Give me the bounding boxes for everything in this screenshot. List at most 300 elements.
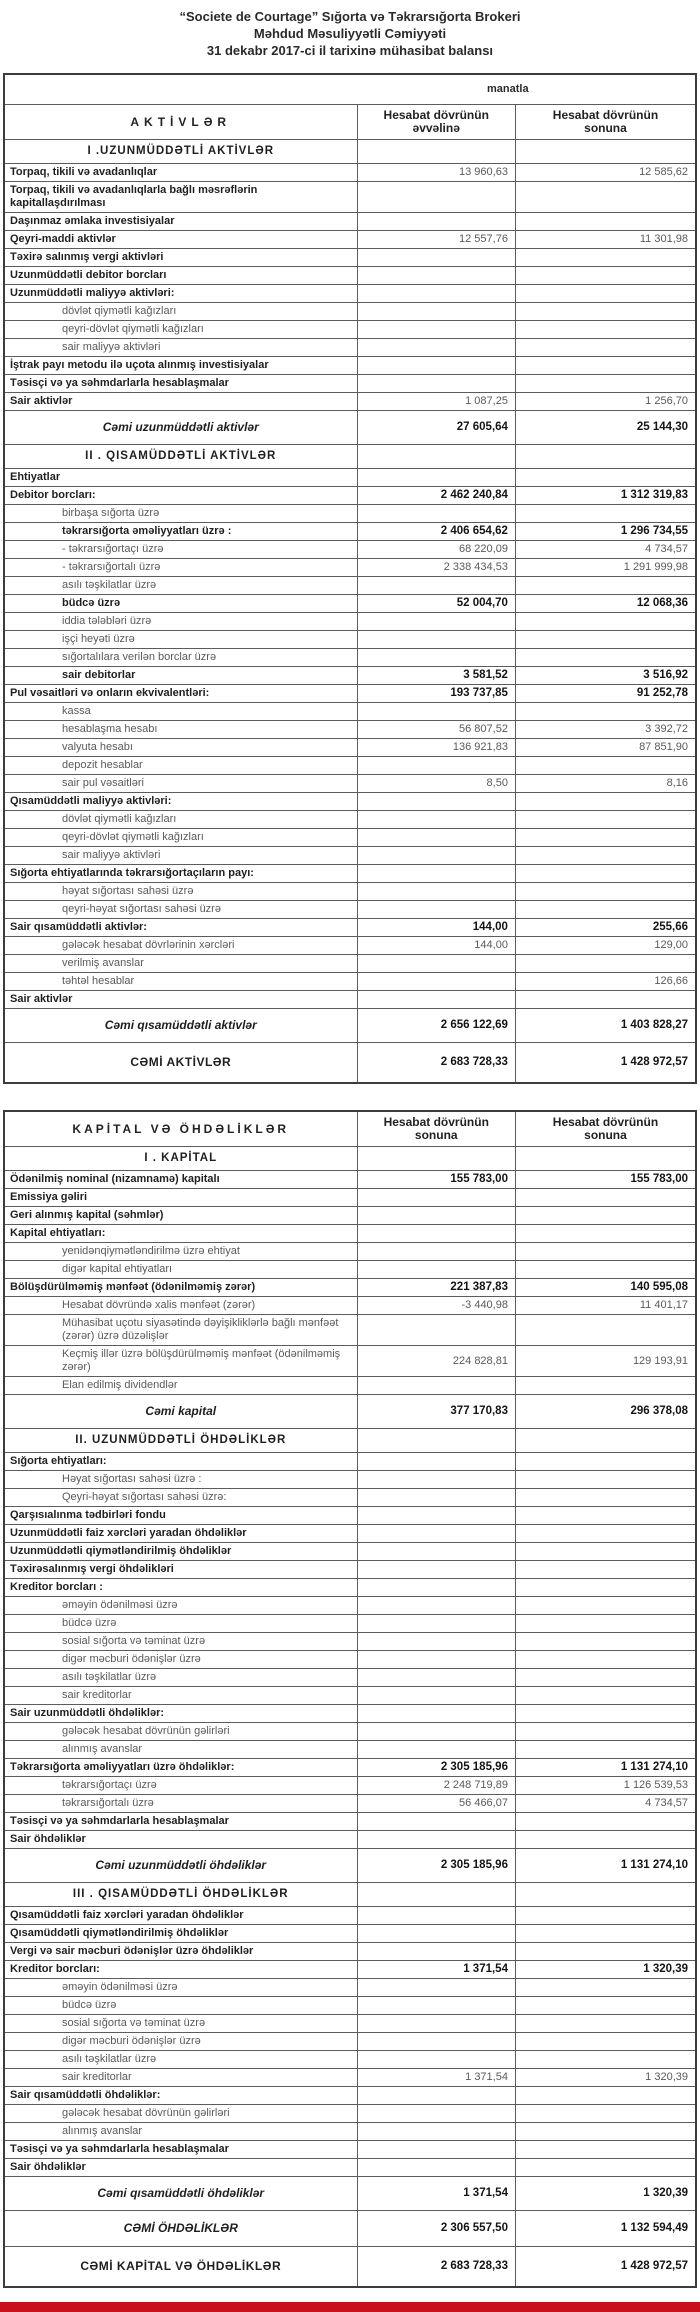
table-row [4,829,696,847]
value-period-start: 1 371,54 [357,2069,515,2087]
value-period-start: 377 170,83 [357,1395,515,1429]
value-period-end: 1 296 734,55 [515,523,696,541]
value-period-end [515,2051,696,2069]
value-period-end [515,1579,696,1597]
row-label: sair debitorlar [4,667,357,685]
table-row [4,1525,696,1543]
row-label: birbaşa sığorta üzrə [4,505,357,523]
table-row [4,267,696,285]
value-period-end [515,1705,696,1723]
value-period-start [357,1147,515,1171]
table-row [4,559,696,577]
value-period-end [515,2105,696,2123]
value-period-start [357,1471,515,1489]
row-label: kassa [4,703,357,721]
value-period-start: 27 605,64 [357,411,515,445]
table-row [4,469,696,487]
table-row [4,1395,696,1429]
value-period-end [515,1651,696,1669]
value-period-start [357,883,515,901]
value-period-start: 136 921,83 [357,739,515,757]
value-period-start [357,249,515,267]
value-period-start [357,901,515,919]
value-period-end: 129 193,91 [515,1346,696,1377]
table-row [4,901,696,919]
row-label: CƏMİ ÖHDƏLİKLƏR [4,2211,357,2247]
row-label: Təsisçi və ya səhmdarlarla hesablaşmalar [4,2141,357,2159]
equity-header-row [4,1111,696,1147]
value-period-start [357,505,515,523]
row-label: sair kreditorlar [4,1687,357,1705]
value-period-end [515,811,696,829]
value-period-start [357,1207,515,1225]
value-period-start [357,1579,515,1597]
value-period-end [515,1669,696,1687]
row-label: Ehtiyatlar [4,469,357,487]
table-row [4,1723,696,1741]
document-title-line1: “Societe de Courtage” Sığorta və Təkrarsığorta Brokeri [179,9,521,24]
equity-table-body [4,1147,696,2288]
value-period-start: 2 306 557,50 [357,2211,515,2247]
table-row [4,1377,696,1395]
row-label: I .UZUNMÜDDƏTLİ AKTİVLƏR [4,140,357,164]
value-period-end: 1 320,39 [515,2069,696,2087]
value-period-start [357,2123,515,2141]
row-label: valyuta hesabı [4,739,357,757]
row-label: Sığorta ehtiyatlarında təkrarsığortaçıların payı: [4,865,357,883]
row-label: Qeyri-maddi aktivlər [4,231,357,249]
table-row [4,1297,696,1315]
row-label: büdcə üzrə [4,595,357,613]
row-label: gələcək hesabat dövrünün gəlirləri [4,2105,357,2123]
row-label: gələcək hesabat dövrlərinin xərcləri [4,937,357,955]
table-row [4,2105,696,2123]
table-row [4,1759,696,1777]
value-period-end: 12 585,62 [515,164,696,182]
value-period-start [357,757,515,775]
table-row [4,811,696,829]
value-period-end [515,182,696,213]
value-period-end: 91 252,78 [515,685,696,703]
value-period-start [357,357,515,375]
value-period-end [515,1225,696,1243]
value-period-end [515,1723,696,1741]
value-period-start: 12 557,76 [357,231,515,249]
table-row [4,1471,696,1489]
table-row [4,2051,696,2069]
row-label: Pul vəsaitləri və onların ekvivalentləri: [4,685,357,703]
table-row [4,1543,696,1561]
value-period-start: 2 338 434,53 [357,559,515,577]
row-label: qeyri-dövlət qiymətli kağızları [4,829,357,847]
value-period-end [515,469,696,487]
value-period-start [357,1597,515,1615]
value-period-start [357,1243,515,1261]
value-period-end [515,1243,696,1261]
value-period-start: 1 371,54 [357,2177,515,2211]
row-label: Uzunmüddətli debitor borcları [4,267,357,285]
row-label: büdcə üzrə [4,1997,357,2015]
value-period-end [515,1925,696,1943]
table-row [4,703,696,721]
value-period-start [357,1669,515,1687]
value-period-end [515,703,696,721]
value-period-end [515,1883,696,1907]
value-period-end [515,1525,696,1543]
value-period-end [515,1979,696,1997]
value-period-end: 1 403 828,27 [515,1009,696,1043]
value-period-start [357,285,515,303]
equity-header-title: KAPİTAL VƏ ÖHDƏLİKLƏR [4,1111,357,1147]
value-period-end [515,847,696,865]
value-period-start [357,2015,515,2033]
value-period-end [515,577,696,595]
row-label: asılı təşkilatlar üzrə [4,1669,357,1687]
table-row [4,445,696,469]
table-row [4,1705,696,1723]
table-row [4,1009,696,1043]
table-row [4,2015,696,2033]
value-period-start [357,865,515,883]
document-title-line2: Məhdud Məsuliyyətli Cəmiyyəti [253,26,447,41]
row-label: II . QISAMÜDDƏTLİ AKTİVLƏR [4,445,357,469]
value-period-start [357,1615,515,1633]
row-label: Qısamüddətli faiz xərcləri yaradan öhdəliklər [4,1907,357,1925]
value-period-end [515,1907,696,1925]
value-period-start [357,445,515,469]
value-period-end [515,1207,696,1225]
assets-header-row [4,105,696,140]
row-label: təkrarsığortaçı üzrə [4,1777,357,1795]
value-period-start: 2 683 728,33 [357,1043,515,1084]
value-period-start: 13 960,63 [357,164,515,182]
value-period-end [515,2159,696,2177]
table-row [4,1883,696,1907]
table-row [4,249,696,267]
value-period-start [357,991,515,1009]
row-label: Cəmi qısamüddətli öhdəliklər [4,2177,357,2211]
table-row [4,357,696,375]
value-period-end [515,1453,696,1471]
row-label: Sair öhdəliklər [4,1831,357,1849]
table-row [4,793,696,811]
table-row [4,595,696,613]
value-period-start [357,1997,515,2015]
value-period-end [515,339,696,357]
row-label: Təsisçi və ya səhmdarlarla hesablaşmalar [4,1813,357,1831]
table-row [4,285,696,303]
row-label: CƏMİ AKTİVLƏR [4,1043,357,1084]
table-row [4,1831,696,1849]
table-row [4,757,696,775]
value-period-end [515,883,696,901]
row-label: digər məcburi ödənişlər üzrə [4,1651,357,1669]
row-label: gələcək hesabat dövrünün gəlirləri [4,1723,357,1741]
table-row [4,937,696,955]
value-period-end [515,1189,696,1207]
row-label: alınmış avanslar [4,1741,357,1759]
value-period-start: 1 087,25 [357,393,515,411]
value-period-end: 140 595,08 [515,1279,696,1297]
balance-sheet-page [0,8,700,2312]
currency-note: manatla [4,74,696,105]
value-period-end [515,1429,696,1453]
row-label: Qarşısıalınma tədbirləri fondu [4,1507,357,1525]
row-label: asılı təşkilatlar üzrə [4,577,357,595]
table-row [4,1615,696,1633]
assets-table [3,73,697,1084]
value-period-end [515,1147,696,1171]
table-row [4,541,696,559]
value-period-start: 2 305 185,96 [357,1849,515,1883]
value-period-start [357,1633,515,1651]
value-period-start [357,1377,515,1395]
table-row [4,1429,696,1453]
value-period-end [515,1687,696,1705]
value-period-end [515,445,696,469]
value-period-start [357,1189,515,1207]
table-row [4,649,696,667]
table-row [4,1925,696,1943]
table-row [4,2177,696,2211]
row-label: Sair uzunmüddətli öhdəliklər: [4,1705,357,1723]
value-period-start [357,1687,515,1705]
row-label: Həyat sığortası sahəsi üzrə : [4,1471,357,1489]
table-row [4,919,696,937]
row-label: Təxirəsalınmış vergi öhdəlikləri [4,1561,357,1579]
value-period-start [357,2105,515,2123]
value-period-start [357,1943,515,1961]
value-period-start: 52 004,70 [357,595,515,613]
value-period-end [515,267,696,285]
table-row [4,1315,696,1346]
row-label: Elan edilmiş dividendlər [4,1377,357,1395]
value-period-end [515,991,696,1009]
value-period-end [515,2033,696,2051]
value-period-end: 1 131 274,10 [515,1849,696,1883]
value-period-end [515,1561,696,1579]
value-period-end [515,1633,696,1651]
row-label: təkrarsığorta əməliyyatları üzrə : [4,523,357,541]
table-row [4,523,696,541]
value-period-start: 221 387,83 [357,1279,515,1297]
row-label: əməyin ödənilməsi üzrə [4,1597,357,1615]
table-row [4,1225,696,1243]
value-period-end [515,1813,696,1831]
value-period-end [515,901,696,919]
value-period-end: 3 392,72 [515,721,696,739]
row-label: Kreditor borcları : [4,1579,357,1597]
equity-header-period-start: Hesabat dövrünün sonuna [357,1111,515,1147]
table-row [4,1489,696,1507]
row-label: Sair aktivlər [4,991,357,1009]
value-period-end [515,249,696,267]
row-label: Kreditor borcları: [4,1961,357,1979]
row-label: sosial sığorta və təminat üzrə [4,2015,357,2033]
value-period-end: 25 144,30 [515,411,696,445]
value-period-start [357,793,515,811]
row-label: Debitor borcları: [4,487,357,505]
row-label: Kapital ehtiyatları: [4,1225,357,1243]
value-period-start [357,1225,515,1243]
row-label: işçi heyəti üzrə [4,631,357,649]
table-row [4,1189,696,1207]
value-period-end: 1 320,39 [515,2177,696,2211]
table-row [4,1907,696,1925]
value-period-start [357,1315,515,1346]
table-row [4,164,696,182]
value-period-start [357,1883,515,1907]
table-row [4,2123,696,2141]
value-period-end [515,1471,696,1489]
value-period-end [515,1377,696,1395]
value-period-start [357,2033,515,2051]
row-label: yenidənqiymətləndirilmə üzrə ehtiyat [4,1243,357,1261]
value-period-end [515,2087,696,2105]
value-period-end: 155 783,00 [515,1171,696,1189]
value-period-end: 11 301,98 [515,231,696,249]
value-period-start [357,1723,515,1741]
table-row [4,1777,696,1795]
value-period-start [357,829,515,847]
row-label: Sığorta ehtiyatları: [4,1453,357,1471]
table-row [4,140,696,164]
table-row [4,487,696,505]
table-row [4,1849,696,1883]
value-period-end [515,1597,696,1615]
value-period-start [357,1907,515,1925]
row-label: hesablaşma hesabı [4,721,357,739]
value-period-start: 8,50 [357,775,515,793]
currency-note-row [4,74,696,105]
table-row [4,1043,696,1084]
value-period-start: 2 656 122,69 [357,1009,515,1043]
value-period-start: 56 466,07 [357,1795,515,1813]
value-period-start: 155 783,00 [357,1171,515,1189]
value-period-start [357,649,515,667]
value-period-start [357,375,515,393]
assets-header-period-end: Hesabat dövrünün sonuna [515,105,696,140]
table-row [4,1979,696,1997]
table-row [4,1147,696,1171]
table-row [4,1243,696,1261]
value-period-end [515,1997,696,2015]
table-row [4,685,696,703]
value-period-end [515,829,696,847]
value-period-start: 2 406 654,62 [357,523,515,541]
value-period-end: 296 378,08 [515,1395,696,1429]
row-label: verilmiş avanslar [4,955,357,973]
table-row [4,1507,696,1525]
value-period-start [357,1813,515,1831]
row-label: sair kreditorlar [4,2069,357,2087]
value-period-start [357,811,515,829]
row-label: Uzunmüddətli qiymətləndirilmiş öhdəliklər [4,1543,357,1561]
row-label: alınmış avanslar [4,2123,357,2141]
value-period-start [357,1925,515,1943]
value-period-start [357,577,515,595]
value-period-end [515,1543,696,1561]
row-label: Vergi və sair məcburi ödənişlər üzrə öhdəliklər [4,1943,357,1961]
value-period-end [515,1943,696,1961]
table-row [4,2247,696,2288]
table-row [4,883,696,901]
value-period-start: 2 683 728,33 [357,2247,515,2288]
value-period-end [515,793,696,811]
row-label: əməyin ödənilməsi üzrə [4,1979,357,1997]
value-period-start [357,1261,515,1279]
table-row [4,411,696,445]
value-period-start [357,1489,515,1507]
row-label: Daşınmaz əmlaka investisiyalar [4,213,357,231]
table-row [4,1813,696,1831]
value-period-start [357,1543,515,1561]
table-row [4,1453,696,1471]
value-period-end: 1 256,70 [515,393,696,411]
table-row [4,991,696,1009]
row-label: Təsisçi və ya səhmdarlarla hesablaşmalar [4,375,357,393]
value-period-end: 11 401,17 [515,1297,696,1315]
value-period-start [357,1831,515,1849]
row-label: sair pul vəsaitləri [4,775,357,793]
value-period-start [357,140,515,164]
value-period-end [515,140,696,164]
value-period-end: 1 126 539,53 [515,1777,696,1795]
value-period-start [357,613,515,631]
value-period-end [515,865,696,883]
value-period-end [515,375,696,393]
value-period-start [357,1705,515,1723]
value-period-end [515,1261,696,1279]
row-label: II. UZUNMÜDDƏTLİ ÖHDƏLİKLƏR [4,1429,357,1453]
value-period-end [515,213,696,231]
table-row [4,505,696,523]
value-period-end: 4 734,57 [515,1795,696,1813]
table-row [4,339,696,357]
value-period-start: 193 737,85 [357,685,515,703]
row-label: I . KAPİTAL [4,1147,357,1171]
value-period-end [515,321,696,339]
table-row [4,2141,696,2159]
value-period-end: 1 132 594,49 [515,2211,696,2247]
row-label: Cəmi qısamüddətli aktivlər [4,1009,357,1043]
table-row [4,973,696,991]
table-row [4,2211,696,2247]
table-row [4,1633,696,1651]
table-row [4,2087,696,2105]
value-period-start [357,1741,515,1759]
table-row [4,775,696,793]
document-title-line3: 31 dekabr 2017-ci il tarixinə mühasibat balansı [206,43,494,58]
value-period-end: 3 516,92 [515,667,696,685]
row-label: Keçmiş illər üzrə bölüşdürülməmiş mənfəət (ödənilməmiş zərər) [4,1346,357,1377]
value-period-end: 1 312 319,83 [515,487,696,505]
equity-liabilities-table [3,1110,697,2288]
value-period-end: 4 734,57 [515,541,696,559]
value-period-end [515,613,696,631]
value-period-end [515,303,696,321]
value-period-end [515,357,696,375]
table-row [4,2159,696,2177]
row-label: təkrarsığortalı üzrə [4,1795,357,1813]
row-label: sair maliyyə aktivləri [4,847,357,865]
table-row [4,1741,696,1759]
table-row [4,2069,696,2087]
row-label: Qısamüddətli maliyyə aktivləri: [4,793,357,811]
row-label: sair maliyyə aktivləri [4,339,357,357]
table-row [4,1961,696,1979]
value-period-start [357,267,515,285]
